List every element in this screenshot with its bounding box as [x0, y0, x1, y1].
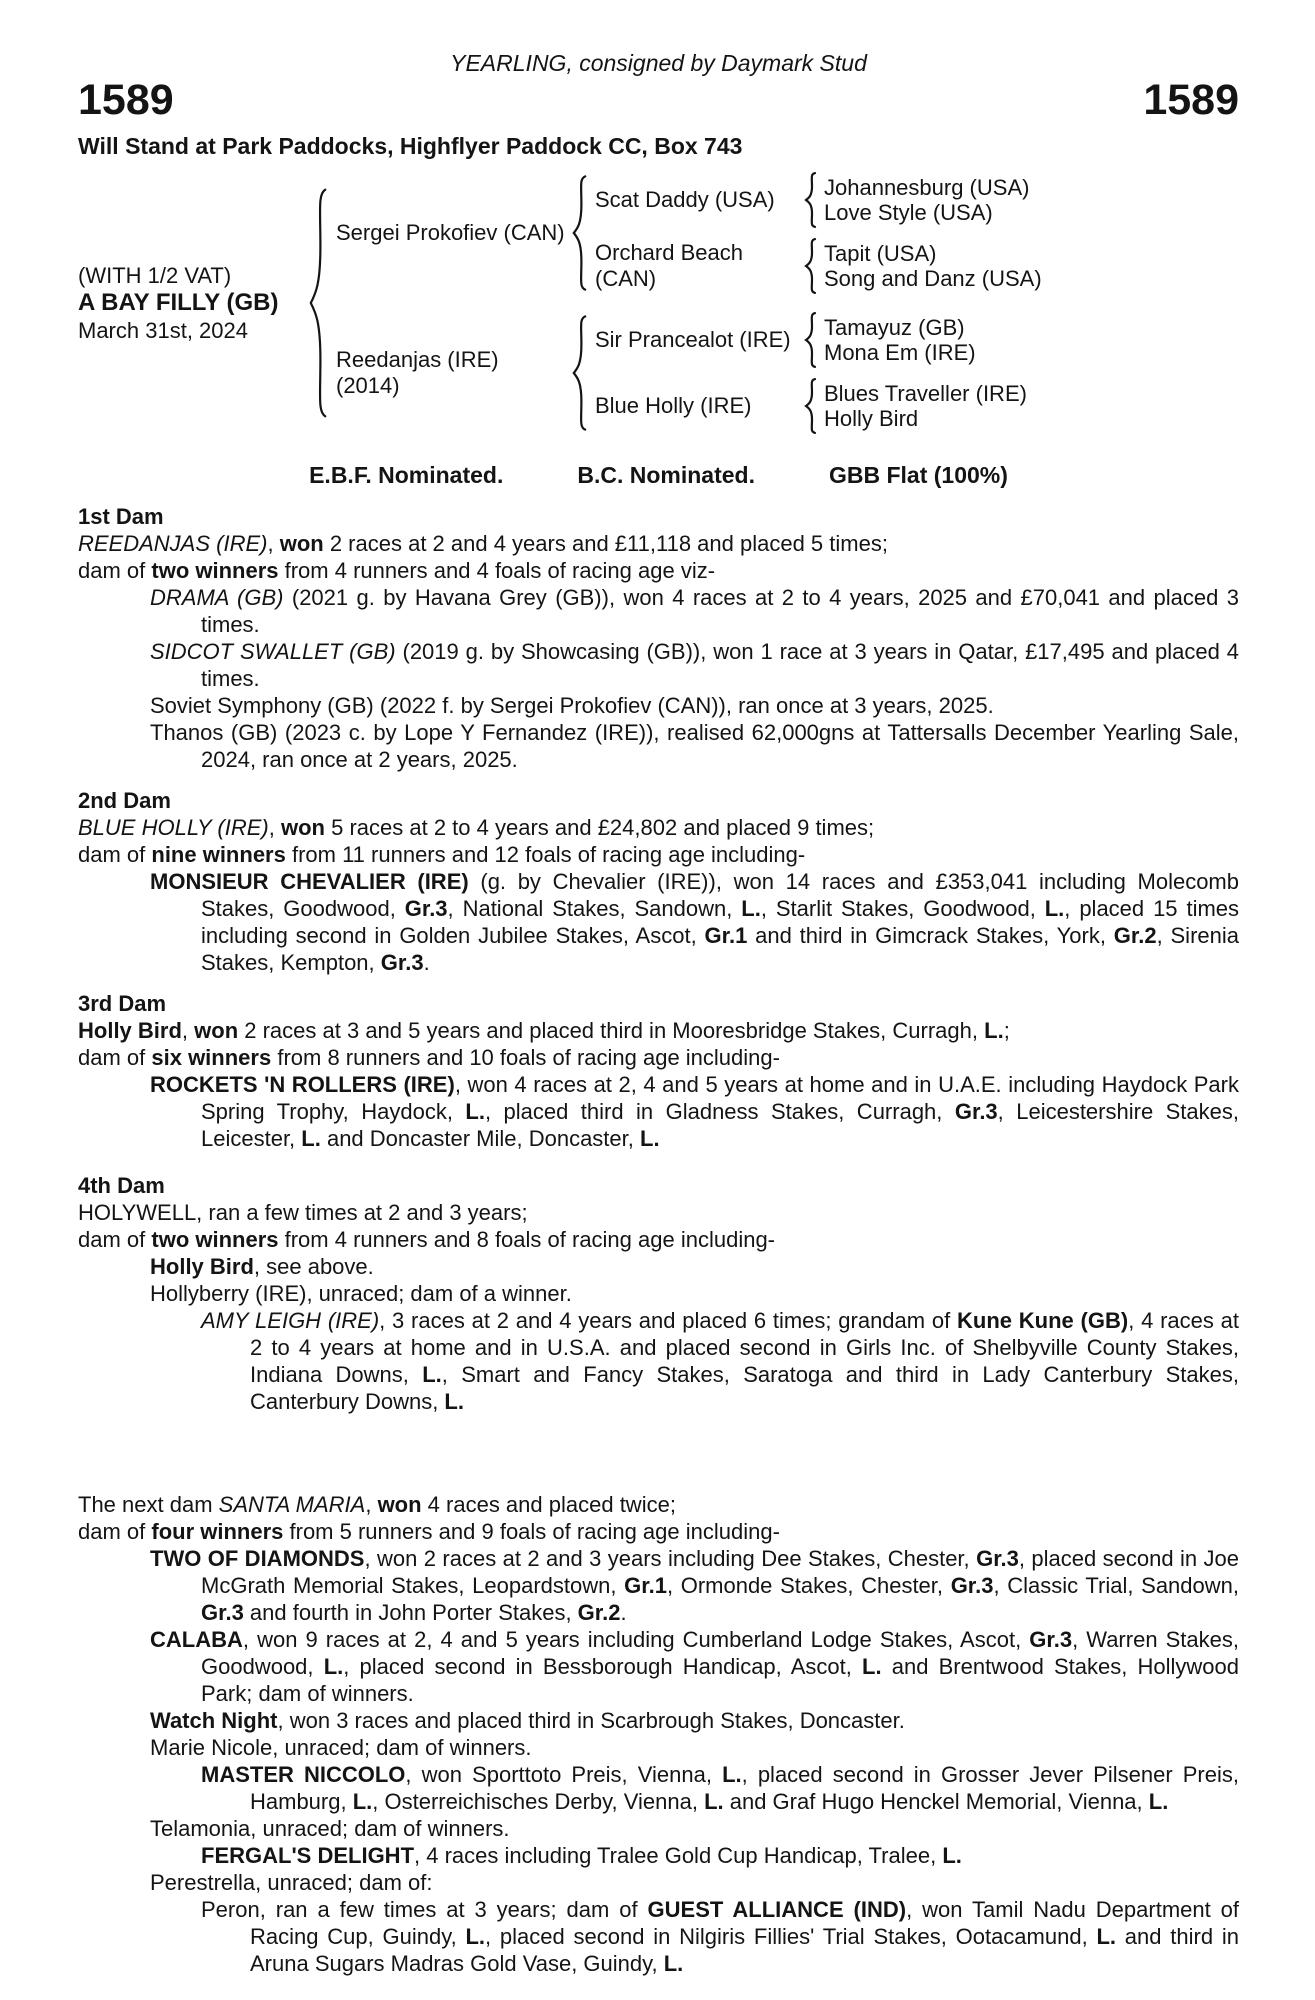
text-run: HOLYWELL, ran a few times at 2 and 3 years;: [78, 1200, 528, 1225]
text-run: 4 races and placed twice;: [421, 1492, 676, 1517]
text-run: , placed 15 times including second in Golden Jubilee Stakes, Ascot,: [201, 896, 1240, 948]
text-run: and Doncaster Mile, Doncaster,: [320, 1126, 640, 1151]
brace-icon: [570, 174, 589, 292]
text-run: (2021 g. by Havana Grey (GB)), won 4 races at 2 to 4 years, 2025 and £70,041 and placed 3 times.: [201, 585, 1239, 637]
pedigree-section: [78, 1172, 1239, 1415]
great-grandparent-name: Mona Em (IRE): [824, 340, 976, 365]
text-run: (g. by Chevalier (IRE)), won 14 races and £353,041 including Molecomb Stakes, Goodwood,: [201, 869, 1239, 921]
text-run: , won 9 races at 2, 4 and 5 years including Cumberland Lodge Stakes, Ascot,: [242, 1627, 1030, 1652]
brace-icon: [803, 312, 818, 368]
parent-year: (2014): [336, 373, 400, 398]
text-run: six winners: [151, 1045, 272, 1070]
text-run: L.: [422, 1362, 442, 1387]
vat-note: (WITH 1/2 VAT): [78, 263, 232, 288]
brace-icon: [570, 314, 589, 432]
text-run: from 4 runners and 8 foals of racing age including-: [278, 1227, 776, 1252]
great-grandparent-pair: [824, 175, 1239, 225]
grandparent-name: Blue Holly (IRE): [595, 393, 752, 418]
catalogue-paragraph: [78, 1626, 1239, 1707]
text-run: , placed second in Nilgiris Fillies' Trial Stakes, Ootacamund,: [485, 1924, 1097, 1949]
text-run: Gr.3: [404, 896, 448, 921]
parent-name: Reedanjas (IRE): [336, 347, 499, 372]
catalogue-paragraph: [78, 1280, 1239, 1307]
text-run: SIDCOT SWALLET (GB): [150, 639, 396, 664]
text-run: , Smart and Fancy Stakes, Saratoga and third in Lady Canterbury Stakes, Canterbury Downs,: [250, 1362, 1239, 1414]
pedigree-branch: [336, 172, 1239, 294]
great-grandparent-name: Johannesburg (USA): [824, 175, 1030, 200]
catalogue-paragraph: [78, 1815, 1239, 1842]
great-grandparent-name: Love Style (USA): [824, 200, 993, 225]
catalogue-paragraph: [78, 1253, 1239, 1280]
text-run: and third in Aruna Sugars Madras Gold Vase, Guindy,: [250, 1924, 1239, 1976]
text-run: Holly Bird: [150, 1254, 254, 1279]
pedigree-branch: [336, 312, 1239, 434]
grandparent-name: Scat Daddy (USA): [595, 187, 775, 212]
text-run: Gr.1: [704, 923, 748, 948]
text-run: MONSIEUR CHEVALIER (IRE): [150, 869, 469, 894]
text-run: two winners: [151, 558, 279, 583]
text-run: .: [620, 1600, 627, 1625]
catalogue-paragraph: [78, 1071, 1239, 1152]
text-run: dam of: [78, 842, 152, 867]
text-run: from 8 runners and 10 foals of racing age including-: [271, 1045, 780, 1070]
text-run: L.: [1096, 1924, 1117, 1949]
text-run: (2019 g. by Showcasing (GB)), won 1 race at 3 years in Qatar, £17,495 and placed 4 times.: [201, 639, 1239, 691]
great-grandparent-pair: [824, 315, 1239, 365]
section-heading: 2nd Dam: [78, 788, 171, 813]
pedigree-tree: [78, 172, 1239, 434]
text-run: , 4 races including Tralee Gold Cup Handicap, Tralee,: [414, 1843, 943, 1868]
text-run: two winners: [151, 1227, 279, 1252]
catalogue-paragraph: [78, 1842, 1239, 1869]
text-run: and Brentwood Stakes, Hollywood Park; dam of winners.: [201, 1654, 1239, 1706]
text-run: CALABA: [150, 1627, 243, 1652]
text-run: Hollyberry (IRE), unraced; dam of a winner.: [150, 1281, 572, 1306]
catalogue-paragraph: [78, 638, 1239, 692]
text-run: Gr.2: [1113, 923, 1157, 948]
text-run: DRAMA (GB): [150, 585, 284, 610]
text-run: Marie Nicole, unraced; dam of winners.: [150, 1735, 532, 1760]
text-run: Gr.1: [624, 1573, 667, 1598]
gbb-flat-badge: GBB Flat (100%): [828, 462, 1008, 488]
text-run: MASTER NICCOLO: [201, 1762, 406, 1787]
text-run: BLUE HOLLY (IRE): [78, 815, 269, 840]
text-run: from 5 runners and 9 foals of racing age including-: [283, 1519, 780, 1544]
catalogue-paragraph: [78, 868, 1239, 976]
text-run: ,: [365, 1492, 378, 1517]
catalogue-paragraph: [78, 814, 1239, 841]
text-run: L.: [663, 1951, 684, 1976]
text-run: L.: [862, 1654, 882, 1679]
catalogue-paragraph: [78, 692, 1239, 719]
text-run: , won 4 races at 2, 4 and 5 years at home and in U.A.E. including Haydock Park Spring Trophy, Haydock,: [201, 1072, 1239, 1124]
text-run: L.: [984, 1018, 1004, 1043]
text-run: SANTA MARIA: [218, 1492, 366, 1517]
text-run: won: [280, 815, 325, 840]
catalogue-paragraph: [78, 1761, 1239, 1815]
text-run: ,: [181, 1018, 195, 1043]
lot-number-right: 1589: [1143, 76, 1239, 124]
bc-nomination: B.C. Nominated.: [577, 462, 755, 488]
text-run: Perestrella, unraced; dam of:: [150, 1870, 433, 1895]
text-run: ;: [1003, 1018, 1010, 1043]
text-run: L.: [640, 1126, 660, 1151]
text-run: ROCKETS 'N ROLLERS (IRE): [150, 1072, 455, 1097]
text-run: , won Sporttoto Preis, Vienna,: [405, 1762, 723, 1787]
text-run: and Graf Hugo Henckel Memorial, Vienna,: [723, 1789, 1149, 1814]
great-grandparent-name: Holly Bird: [824, 406, 919, 431]
pedigree-section: [78, 787, 1239, 976]
catalogue-paragraph: [78, 584, 1239, 638]
text-run: Gr.3: [380, 950, 424, 975]
lot-number-row: [78, 77, 1239, 123]
text-run: , Starlit Stakes, Goodwood,: [760, 896, 1045, 921]
text-run: nine winners: [151, 842, 286, 867]
text-run: won: [194, 1018, 239, 1043]
text-run: Gr.3: [950, 1573, 994, 1598]
great-grandparent-name: Tamayuz (GB): [824, 315, 965, 340]
text-run: ,: [267, 531, 280, 556]
section-heading: 1st Dam: [78, 504, 164, 529]
brace-icon: [803, 172, 818, 228]
text-run: , Ormonde Stakes, Chester,: [666, 1573, 951, 1598]
text-run: L.: [323, 1654, 344, 1679]
catalogue-paragraph: [78, 557, 1239, 584]
text-run: Gr.3: [1029, 1627, 1073, 1652]
text-run: , Osterreichisches Derby, Vienna,: [372, 1789, 705, 1814]
pedigree-section: [78, 503, 1239, 773]
great-grandparent-name: Song and Danz (USA): [824, 266, 1042, 291]
catalogue-paragraph: [78, 530, 1239, 557]
consignor-line: YEARLING, consigned by Daymark Stud: [450, 50, 867, 76]
catalogue-paragraph: [78, 1896, 1239, 1977]
great-grandparent-name: Blues Traveller (IRE): [824, 381, 1027, 406]
text-run: 5 races at 2 to 4 years and £24,802 and placed 9 times;: [324, 815, 875, 840]
pedigree-sections: [78, 503, 1239, 1977]
text-run: L.: [444, 1389, 464, 1414]
nominations-line: [78, 462, 1239, 489]
catalogue-paragraph: [78, 1017, 1239, 1044]
grandparent-column: [595, 172, 1239, 294]
section-heading: 3rd Dam: [78, 991, 167, 1016]
text-run: , 4 races at 2 to 4 years at home and in U.S.A. and placed second in Girls Inc. of Shelbyville County Stakes, Indiana Downs,: [250, 1308, 1239, 1387]
parent-cell: [336, 347, 570, 399]
text-run: , Leicestershire Stakes, Leicester,: [201, 1099, 1239, 1151]
text-run: , Sirenia Stakes, Kempton,: [201, 923, 1239, 975]
text-run: Gr.2: [577, 1600, 621, 1625]
brace-icon: [803, 378, 818, 434]
great-grandparent-name: Tapit (USA): [824, 241, 937, 266]
text-run: L.: [301, 1126, 321, 1151]
parent-cell: [336, 220, 570, 246]
grandparent-group: [595, 172, 1239, 228]
brace-icon: [306, 185, 330, 421]
catalogue-paragraph: [78, 1734, 1239, 1761]
text-run: , placed second in Bessborough Handicap, Ascot,: [343, 1654, 863, 1679]
text-run: Kune Kune (GB): [957, 1308, 1129, 1333]
lot-number-left: 1589: [78, 76, 174, 124]
catalogue-paragraph: [78, 1869, 1239, 1896]
text-run: The next dam: [78, 1492, 219, 1517]
text-run: Thanos (GB) (2023 c. by Lope Y Fernandez (IRE)), realised 62,000gns at Tattersalls December Yearling Sale, 2024, ran once at 2 years, 2025.: [150, 720, 1239, 772]
text-run: four winners: [151, 1519, 284, 1544]
text-run: , won 2 races at 2 and 3 years including Dee Stakes, Chester,: [364, 1546, 977, 1571]
text-run: AMY LEIGH (IRE): [201, 1308, 380, 1333]
text-run: , placed second in Joe McGrath Memorial Stakes, Leopardstown,: [201, 1546, 1239, 1598]
text-run: TWO OF DIAMONDS: [150, 1546, 365, 1571]
catalogue-paragraph: [78, 1491, 1239, 1518]
text-run: ,: [268, 815, 281, 840]
catalogue-paragraph: [78, 841, 1239, 868]
catalogue-paragraph: [78, 1707, 1239, 1734]
text-run: L.: [465, 1924, 486, 1949]
pedigree-generations: [336, 172, 1239, 434]
text-run: L.: [704, 1789, 724, 1814]
text-run: L.: [942, 1843, 962, 1868]
text-run: dam of: [78, 1519, 152, 1544]
text-run: , won Tamil Nadu Department of Racing Cup, Guindy,: [250, 1897, 1239, 1949]
text-run: Telamonia, unraced; dam of winners.: [150, 1816, 510, 1841]
pedigree-section: [78, 990, 1239, 1152]
great-grandparent-pair: [824, 241, 1239, 291]
catalogue-paragraph: [78, 1307, 1239, 1415]
text-run: Peron, ran a few times at 3 years; dam of: [201, 1897, 648, 1922]
text-run: L.: [722, 1762, 742, 1787]
text-run: , won 3 races and placed third in Scarbrough Stakes, Doncaster.: [277, 1708, 905, 1733]
stand-location-line: Will Stand at Park Paddocks, Highflyer Paddock CC, Box 743: [78, 133, 743, 159]
text-run: L.: [1044, 896, 1065, 921]
text-run: 2 races at 2 and 4 years and £11,118 and placed 5 times;: [323, 531, 888, 556]
text-run: .: [423, 950, 430, 975]
section-heading: 4th Dam: [78, 1173, 165, 1198]
text-run: REEDANJAS (IRE): [78, 531, 268, 556]
text-run: dam of: [78, 1227, 152, 1252]
ebf-nomination: E.B.F. Nominated.: [309, 462, 504, 488]
grandparent-name: Sir Prancealot (IRE): [595, 327, 791, 352]
pedigree-section: [78, 1491, 1239, 1977]
catalogue-paragraph: [78, 1199, 1239, 1226]
text-run: and fourth in John Porter Stakes,: [243, 1600, 578, 1625]
text-run: Holly Bird: [78, 1018, 182, 1043]
subject-block: [78, 262, 304, 344]
text-run: from 11 runners and 12 foals of racing age including-: [285, 842, 806, 867]
text-run: L.: [741, 896, 761, 921]
text-run: Watch Night: [150, 1708, 278, 1733]
text-run: Soviet Symphony (GB) (2022 f. by Sergei Prokofiev (CAN)), ran once at 3 years, 2025.: [150, 693, 994, 718]
text-run: Gr.3: [201, 1600, 244, 1625]
text-run: , Warren Stakes, Goodwood,: [201, 1627, 1239, 1679]
text-run: Gr.3: [976, 1546, 1019, 1571]
text-run: , National Stakes, Sandown,: [447, 896, 742, 921]
catalogue-paragraph: [78, 1226, 1239, 1253]
parent-name: Sergei Prokofiev (CAN): [336, 220, 565, 245]
text-run: Gr.3: [954, 1099, 998, 1124]
grandparent-group: [595, 378, 1239, 434]
grandparent-group: [595, 312, 1239, 368]
brace-icon: [803, 238, 818, 294]
text-run: dam of: [78, 558, 152, 583]
catalogue-paragraph: [78, 1044, 1239, 1071]
text-run: L.: [352, 1789, 373, 1814]
text-run: , placed third in Gladness Stakes, Curragh,: [484, 1099, 955, 1124]
text-run: L.: [1148, 1789, 1169, 1814]
text-run: , see above.: [253, 1254, 374, 1279]
text-run: 2 races at 3 and 5 years and placed third in Mooresbridge Stakes, Curragh,: [238, 1018, 985, 1043]
text-run: FERGAL'S DELIGHT: [201, 1843, 415, 1868]
text-run: dam of: [78, 1045, 152, 1070]
text-run: , Classic Trial, Sandown,: [993, 1573, 1239, 1598]
great-grandparent-pair: [824, 381, 1239, 431]
catalogue-paragraph: [78, 719, 1239, 773]
catalogue-paragraph: [78, 1518, 1239, 1545]
text-run: and third in Gimcrack Stakes, York,: [747, 923, 1114, 948]
subject-name: A BAY FILLY (GB): [78, 289, 279, 316]
grandparent-name: Orchard Beach (CAN): [595, 240, 743, 291]
grandparent-column: [595, 312, 1239, 434]
text-run: , 3 races at 2 and 4 years and placed 6 times; grandam of: [379, 1308, 957, 1333]
text-run: from 4 runners and 4 foals of racing age viz-: [278, 558, 716, 583]
text-run: L.: [465, 1099, 485, 1124]
text-run: GUEST ALLIANCE (IND): [647, 1897, 907, 1922]
text-run: , placed second in Grosser Jever Pilsener Preis, Hamburg,: [250, 1762, 1239, 1814]
grandparent-group: [595, 238, 1239, 294]
text-run: won: [377, 1492, 422, 1517]
text-run: won: [279, 531, 324, 556]
catalogue-paragraph: [78, 1545, 1239, 1626]
subject-foal-date: March 31st, 2024: [78, 318, 248, 343]
